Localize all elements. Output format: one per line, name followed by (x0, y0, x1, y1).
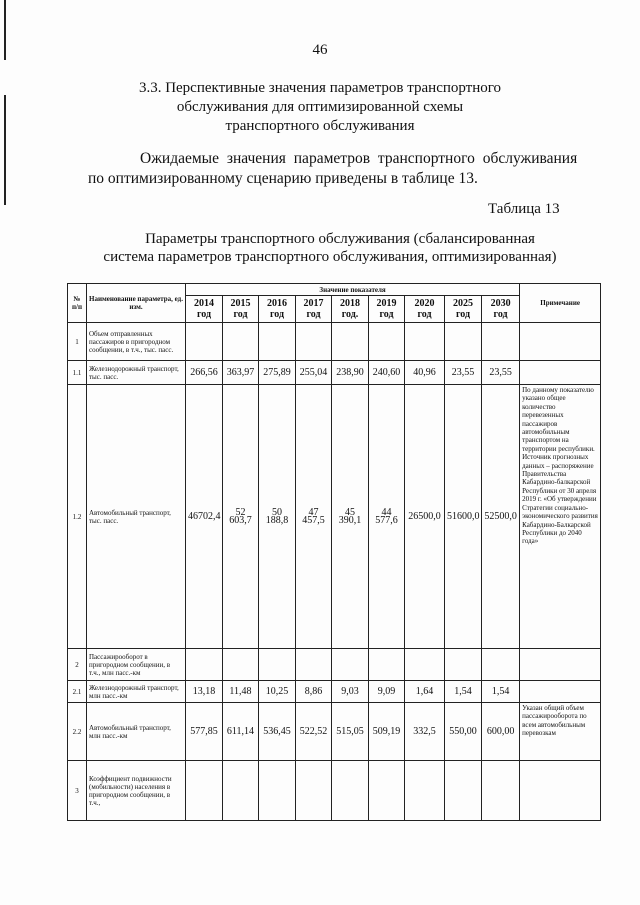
table-row (68, 361, 601, 385)
row-value (296, 761, 332, 821)
row-value: 44 577,6 (369, 385, 405, 649)
table-title-line: система параметров транспортного обслуживания, оптимизированная) (103, 249, 557, 265)
row-value: 51600,0 (445, 385, 482, 649)
row-value (223, 649, 259, 681)
table-row (68, 323, 601, 361)
row-value (405, 323, 445, 361)
row-note (520, 649, 601, 681)
row-value: 1,54 (445, 681, 482, 703)
table-row (68, 385, 601, 649)
section-heading-line: обслуживания для оптимизированной схемы (176, 99, 464, 115)
row-note (520, 323, 601, 361)
table-row (68, 681, 601, 703)
row-note (520, 361, 601, 385)
row-name: Пассажирооборот в пригородном сообщении, в т.ч., млн пасс.-км (87, 649, 186, 681)
row-name: Автомобильный транспорт, тыс. пасс. (87, 385, 186, 649)
header-year: 2018 год. (332, 296, 369, 323)
header-year: 2017 год (296, 296, 332, 323)
row-value (259, 323, 296, 361)
row-value: 45 390,1 (332, 385, 369, 649)
table-row (68, 649, 601, 681)
row-value (445, 649, 482, 681)
row-value (482, 761, 520, 821)
header-year: 2015 год (223, 296, 259, 323)
section-heading-line: транспортного обслуживания (225, 118, 415, 134)
row-value (223, 323, 259, 361)
table-row (68, 703, 601, 761)
header-num: № п/п (68, 284, 87, 323)
row-name: Объем отправленных пассажиров в пригородном сообщении, в т.ч., тыс. пасс. (87, 323, 186, 361)
row-value (259, 761, 296, 821)
header-year: 2030 год (482, 296, 520, 323)
row-value: 550,00 (445, 703, 482, 761)
header-year: 2019 год (369, 296, 405, 323)
row-value: 363,97 (223, 361, 259, 385)
row-value: 536,45 (259, 703, 296, 761)
row-number: 2 (68, 649, 87, 681)
row-value: 577,85 (186, 703, 223, 761)
row-value (332, 323, 369, 361)
header-name: Наименование параметра, ед. изм. (87, 284, 186, 323)
row-value: 515,05 (332, 703, 369, 761)
row-value: 611,14 (223, 703, 259, 761)
header-values-group: Значение показателя (186, 284, 520, 296)
header-note: Примечание (520, 284, 601, 323)
row-number: 1.1 (68, 361, 87, 385)
row-value: 240,60 (369, 361, 405, 385)
row-value (332, 649, 369, 681)
row-value: 1,54 (482, 681, 520, 703)
row-note: Указан общий объем пассажирооборота по всем автомобильным перевозкам (520, 703, 601, 761)
row-value (369, 761, 405, 821)
row-value (445, 761, 482, 821)
row-value (296, 323, 332, 361)
row-value: 11,48 (223, 681, 259, 703)
row-value (482, 649, 520, 681)
parameters-table (67, 283, 601, 821)
page-number: 46 (312, 42, 328, 58)
row-value: 600,00 (482, 703, 520, 761)
row-value (405, 649, 445, 681)
section-heading-line: 3.3. Перспективные значения параметров транспортного (138, 80, 502, 96)
row-value (223, 761, 259, 821)
row-value (186, 649, 223, 681)
row-value: 52 603,7 (223, 385, 259, 649)
table-title-line: Параметры транспортного обслуживания (сбалансированная (145, 231, 535, 247)
header-year: 2014 год (186, 296, 223, 323)
row-number: 2.1 (68, 681, 87, 703)
row-number: 2.2 (68, 703, 87, 761)
row-value (445, 323, 482, 361)
row-value (259, 649, 296, 681)
row-value (405, 761, 445, 821)
row-value: 238,90 (332, 361, 369, 385)
row-note (520, 681, 601, 703)
row-value (482, 323, 520, 361)
row-value: 10,25 (259, 681, 296, 703)
row-value: 52500,0 (482, 385, 520, 649)
row-name: Железнодорожный транспорт, тыс. пасс. (87, 361, 186, 385)
row-name: Коэффициент подвижности (мобильности) населения в пригородном сообщении, в т.ч., (87, 761, 186, 821)
row-value: 23,55 (482, 361, 520, 385)
row-value: 1,64 (405, 681, 445, 703)
row-value: 46702,4 (186, 385, 223, 649)
row-value (186, 761, 223, 821)
paragraph-line: Ожидаемые значения параметров транспортного обслуживания (140, 150, 578, 167)
row-number: 3 (68, 761, 87, 821)
row-value: 8,86 (296, 681, 332, 703)
row-value: 522,52 (296, 703, 332, 761)
row-value: 9,09 (369, 681, 405, 703)
row-name: Автомобильный транспорт, млн пасс.-км (87, 703, 186, 761)
row-value: 509,19 (369, 703, 405, 761)
header-year: 2016 год (259, 296, 296, 323)
paragraph-line: по оптимизированному сценарию приведены в таблице 13. (88, 170, 478, 187)
table-row (68, 761, 601, 821)
row-note (520, 761, 601, 821)
row-value: 332,5 (405, 703, 445, 761)
row-value: 50 188,8 (259, 385, 296, 649)
row-number: 1 (68, 323, 87, 361)
row-note: По данному показателю указано общее количество перевезенных пассажиров автомобильным транспортом на территории республики. Источник прогнозных данных – распоряжение Правительства Кабардино-балкарской Республики от 30 апреля 2019 г. «Об утверждении Стратегии социально-экономического развития Кабардино-Балкарской Республики до 2040 года» (520, 385, 601, 649)
row-value (186, 323, 223, 361)
row-value (369, 649, 405, 681)
row-value: 9,03 (332, 681, 369, 703)
row-value: 47 457,5 (296, 385, 332, 649)
row-value: 13,18 (186, 681, 223, 703)
row-value: 40,96 (405, 361, 445, 385)
row-value: 23,55 (445, 361, 482, 385)
header-year: 2020 год (405, 296, 445, 323)
header-year: 2025 год (445, 296, 482, 323)
row-value (332, 761, 369, 821)
row-value: 266,56 (186, 361, 223, 385)
row-value (296, 649, 332, 681)
row-value: 26500,0 (405, 385, 445, 649)
row-name: Железнодорожный транспорт, млн пасс.-км (87, 681, 186, 703)
row-value: 255,04 (296, 361, 332, 385)
table-label: Таблица 13 (488, 201, 560, 217)
row-number: 1.2 (68, 385, 87, 649)
row-value: 275,89 (259, 361, 296, 385)
row-value (369, 323, 405, 361)
